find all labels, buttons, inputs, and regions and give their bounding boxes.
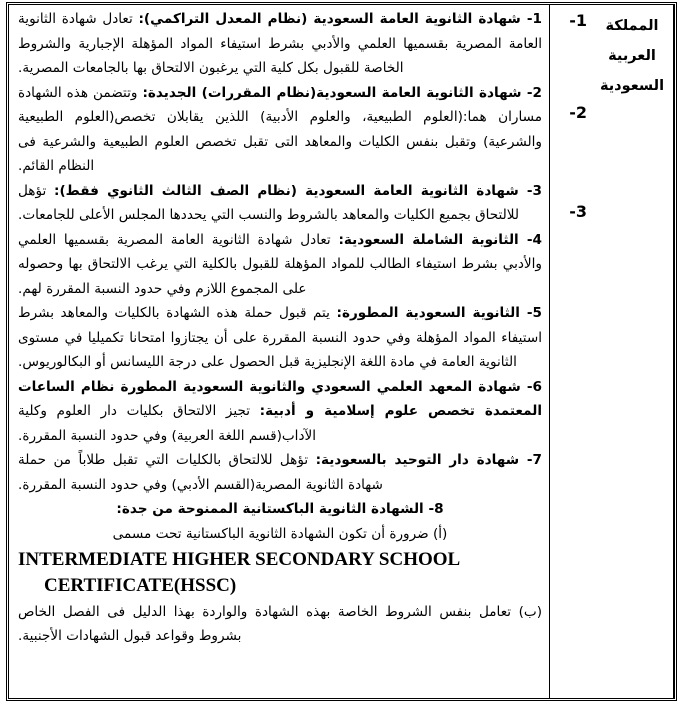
entry-2-heading: 2- شهادة الثانوية العامة السعودية(نظام المقررات) الجديدة: [142, 84, 542, 101]
entry-2-body: وتتضمن هذه الشهادة مساران هما:(العلوم الطبيعية، والعلوم الأدبية) اللذين يقابلان تخصص(العلوم الطبيعية والشرعية) وتقبل بنفس الكليات والمعاهد التى تقبل تخصص العلوم الطبيعية والشرعية فى النظام القائم. [18, 84, 542, 174]
serial-number-column [549, 5, 591, 698]
entry-3-body: تؤهل للالتحاق بجميع الكليات والمعاهد بالشروط والنسب التي يحددها المجلس الأعلى للجامعات. [18, 182, 520, 223]
subpoint-a [18, 522, 542, 546]
country-column [591, 5, 674, 698]
entry-7-heading: 7- شهادة دار التوحيد بالسعودية: [315, 452, 542, 468]
latin-certificate-line-1: INTERMEDIATE HIGHER SECONDARY SCHOOL [18, 548, 461, 570]
latin-certificate-name [18, 547, 542, 599]
entry-6-body: تجيز الالتحاق بكليات دار العلوم وكلية الآداب(قسم اللغة العربية) وفي حدود النسبة المقررة. [18, 403, 317, 444]
serial-number-2: -2 [569, 103, 587, 122]
entry-8-heading: 8- الشهادة الثانوية الباكستانية الممنوحة من جدة: [116, 501, 444, 517]
entry-1-heading: 1- شهادة الثانوية العامة السعودية (نظام المعدل التراكمي): [138, 11, 542, 27]
country-name: المملكة العربية السعودية [599, 18, 665, 94]
certificates-table [6, 2, 677, 701]
entry-5 [18, 301, 542, 375]
entry-4 [18, 228, 542, 302]
entry-1-body: تعادل شهادة الثانوية العامة المصرية بقسميها العلمي والأدبي بشرط استيفاء المواد المؤهلة الإجبارية والشروط الخاصة للقبول بكل كلية التي يرغبون الالتحاق بها بالجامعات المصرية. [18, 11, 542, 76]
entry-2 [18, 81, 542, 179]
serial-number-1: -1 [569, 11, 587, 30]
entry-7 [18, 448, 542, 497]
entry-5-heading: 5- الثانوية السعودية المطورة: [336, 305, 542, 321]
entry-3 [18, 179, 542, 228]
entry-4-heading: 4- الثانوية الشاملة السعودية: [338, 231, 542, 248]
latin-certificate-line-2: CERTIFICATE(HSSC) [44, 574, 237, 596]
entry-3-heading: 3- شهادة الثانوية العامة السعودية (نظام الصف الثالث الثانوي فقط): [54, 182, 543, 199]
entry-6-heading: 6- شهادة المعهد العلمي السعودي والثانوية السعودية المطورة نظام الساعات المعتمدة تخصص علوم إسلامية و أدبية: [18, 378, 542, 419]
entry-7-body: تؤهل للالتحاق بالكليات التي تقبل طلاباً من حملة شهادة الثانوية المصرية(القسم الأدبي) وفي حدود النسبة المقررة. [18, 452, 383, 493]
entry-4-body: تعادل شهادة الثانوية العامة المصرية بقسميها العلمي والأدبي بشرط استيفاء الطالب للمواد المؤهلة للقبول بالكلية التي يرغب الالتحاق بها وحصوله على المجموع اللازم وفي حدود النسبة المقررة لهم. [18, 231, 542, 297]
serial-number-3: -3 [569, 202, 587, 221]
entry-1 [18, 7, 542, 81]
subpoint-b [18, 600, 542, 648]
entry-5-body: يتم قبول حملة هذه الشهادة بالكليات والمعاهد بشرط استيفاء المواد المؤهلة وفي حدود النسبة المقررة على أن يجتازوا امتحانا تكميليا في مستوى الثانوية العامة في مادة اللغة الإنجليزية قبل الحصول على درجة الليسانس أو البكالوريوس. [18, 305, 542, 370]
body-column [9, 5, 549, 698]
subpoint-b-text: (ب) تعامل بنفس الشروط الخاصة بهذه الشهادة والواردة بهذا الدليل فى الفصل الخاص بشروط وقواعد قبول الشهادات الأجنبية. [18, 603, 542, 644]
entry-6 [18, 375, 542, 449]
subpoint-a-text: (أ) ضرورة أن تكون الشهادة الثانوية الباكستانية تحت مسمى [112, 525, 448, 542]
entry-8 [18, 497, 542, 522]
